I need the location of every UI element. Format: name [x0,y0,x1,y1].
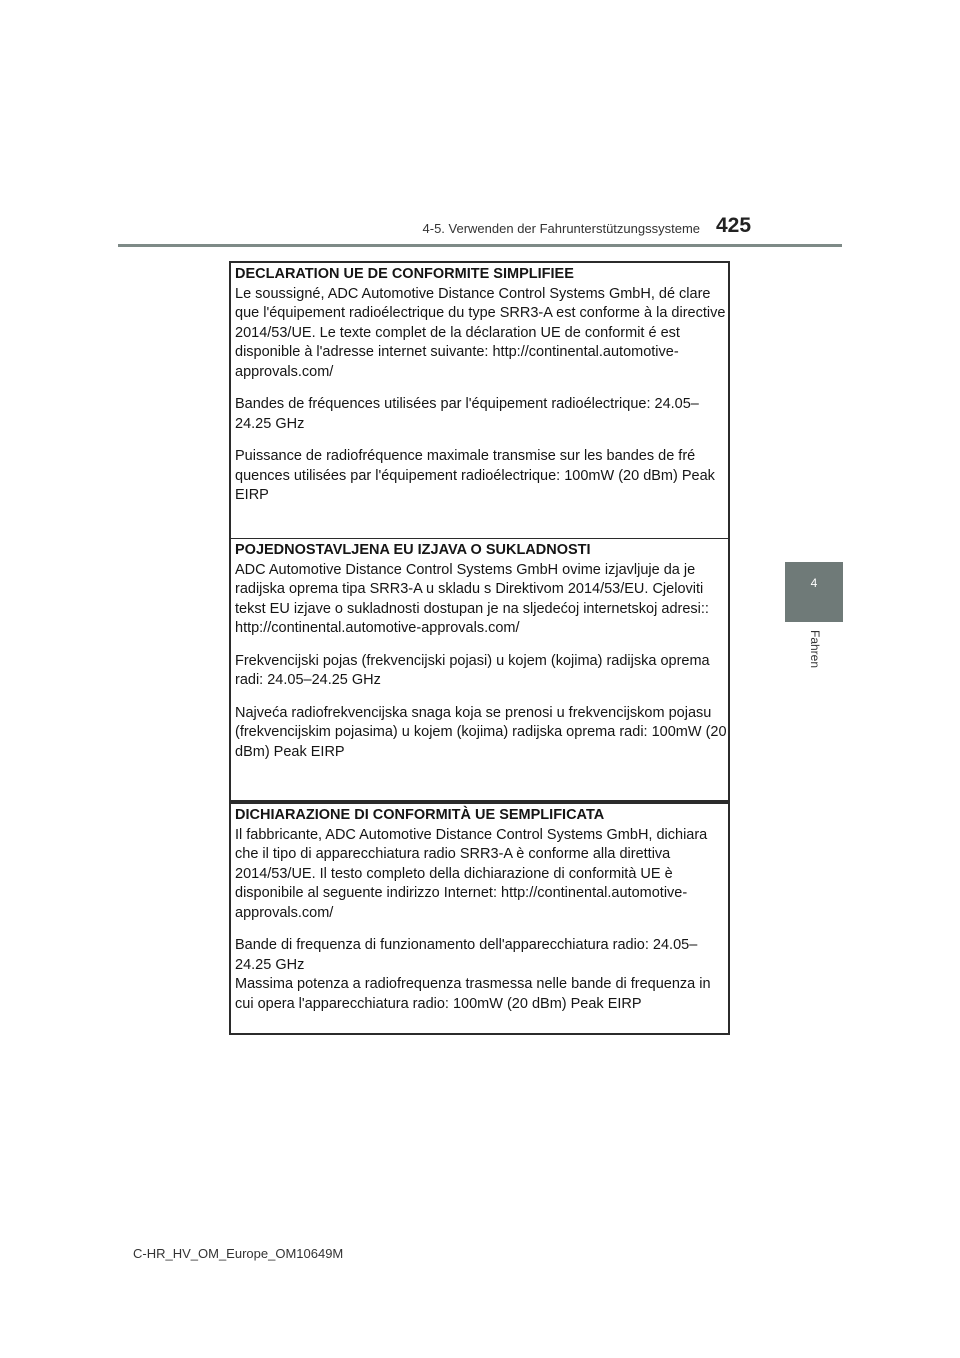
chapter-label: Fahren [808,630,822,669]
declaration-french [229,261,730,539]
declaration-title: DICHIARAZIONE DI CONFORMITÀ UE SEMPLIFICATA [235,807,605,823]
declaration-paragraph: Le soussigné, ADC Automotive Distance Control Systems GmbH, dé clare que l'équipement radioélectrique du type SRR3-A est conforme à la directive 2014/53/UE. Le texte complet de la déclaration UE de conformit é est disponible à l'adresse internet suivante: http://continental.automotive-approvals.com/ [235,285,726,380]
page-number: 425 [716,214,752,237]
max-power-text: Puissance de radiofréquence maximale transmise sur les bandes de fré quences utilisées par l'équipement radioélectrique: 100mW (20 dBm) Peak EIRP [235,448,715,503]
chapter-number: 4 [810,576,818,590]
declaration-croatian [229,538,730,802]
declaration-paragraph: ADC Automotive Distance Control Systems GmbH ovime izjavljuje da je radijska oprema tipa SRR3-A u skladu s Direktivom 2014/53/EU. Cjeloviti tekst EU izjave o sukladnosti dostupan je na sljedećoj internetskoj adresi:: http://continental.automotive-approvals.com/ [235,561,709,636]
declaration-italian [229,802,730,1035]
section-title: 4-5. Verwenden der Fahrunterstützungssysteme [422,221,700,236]
frequency-bands-text: Bandes de fréquences utilisées par l'équipement radioélectrique: 24.05–24.25 GHz [235,396,699,432]
declaration-title: POJEDNOSTAVLJENA EU IZJAVA O SUKLADNOSTI [235,542,591,558]
chapter-tab [785,562,843,622]
declaration-paragraph: Il fabbricante, ADC Automotive Distance Control Systems GmbH, dichiara che il tipo di apparecchiatura radio SRR3-A è conforme alla direttiva 2014/53/UE. Il testo completo della dichiarazione di conformità UE è disponibile al seguente indirizzo Internet: http://continental.automotive-approvals.com/ [235,826,708,921]
frequency-bands-text: Frekvencijski pojas (frekvencijski pojasi) u kojem (kojima) radijska oprema radi: 24.05–24.25 GHz [235,652,710,688]
document-id: C-HR_HV_OM_Europe_OM10649M [133,1246,344,1261]
frequency-bands-text: Bande di frequenza di funzionamento dell'apparecchiatura radio: 24.05–24.25 GHz [235,937,698,973]
header-divider [118,244,842,247]
max-power-text: Najveća radiofrekvencijska snaga koja se prenosi u frekvencijskom pojasu (frekvencijskim pojasima) u kojem (kojima) radijska oprema radi: 100mW (20 dBm) Peak EIRP [235,704,727,760]
declaration-title: DECLARATION UE DE CONFORMITE SIMPLIFIEE [235,266,574,282]
max-power-text: Massima potenza a radiofrequenza trasmessa nelle bande di frequenza in cui opera l'apparecchiatura radio: 100mW (20 dBm) Peak EIRP [235,976,711,1012]
